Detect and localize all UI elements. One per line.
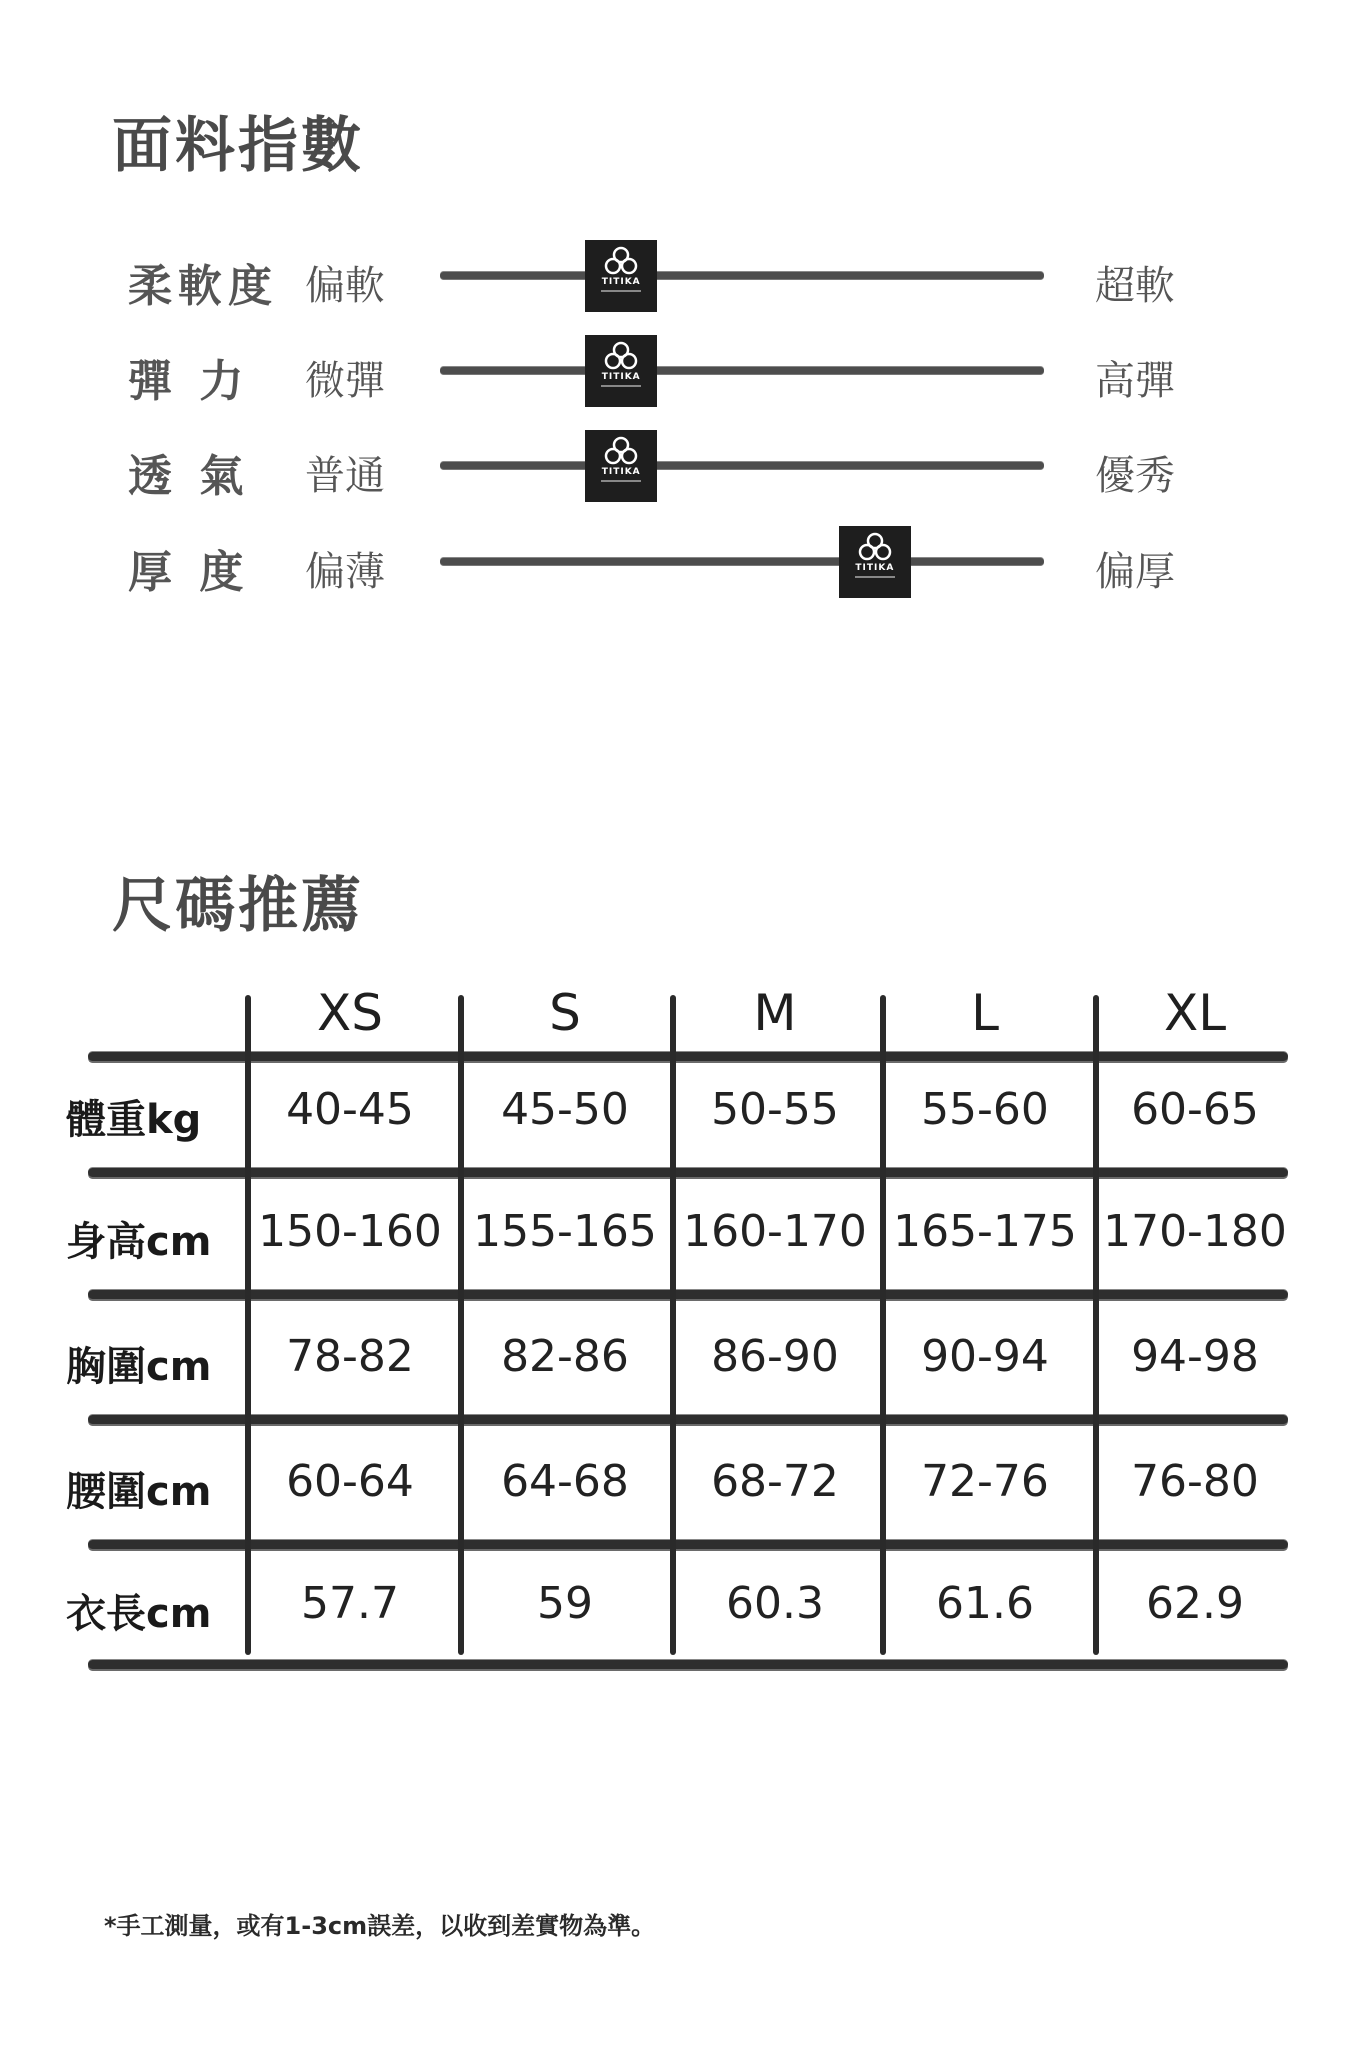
size-cell: 61.6 [936,1578,1034,1629]
trefoil-logo-icon [603,246,639,276]
fabric-scale-min-label: 微彈 [305,358,385,404]
size-column-header: L [971,984,999,1042]
table-row-divider [88,1168,1288,1177]
size-cell: 155-165 [473,1206,657,1257]
fabric-scale-min-label: 偏軟 [305,263,385,309]
fabric-level-marker [585,240,657,312]
size-column-header: XL [1163,984,1227,1042]
fabric-scale-max-label: 偏厚 [1095,549,1175,595]
measurement-footnote: *手工測量，或有1-3cm誤差，以收到差實物為準。 [104,1912,656,1940]
fabric-index-title: 面料指數 [112,111,364,181]
table-row-divider [88,1052,1288,1061]
fabric-scale-track [440,558,1044,573]
size-cell: 60.3 [726,1578,824,1629]
table-row-divider [88,1415,1288,1424]
brand-logo-text: TITIKA [601,277,641,287]
brand-logo-text: TITIKA [855,563,895,573]
fabric-row [0,230,1365,320]
size-cell: 68-72 [711,1456,839,1507]
brand-tagline-line [601,290,641,292]
brand-tagline-line [601,385,641,387]
size-row-label: 腰圍cm [66,1469,212,1515]
size-cell: 45-50 [501,1084,629,1135]
trefoil-logo-icon [603,436,639,466]
size-cell: 62.9 [1146,1578,1244,1629]
fabric-row [0,516,1365,606]
fabric-attribute-label: 彈 力 [128,356,250,407]
brand-tagline-line [601,480,641,482]
size-cell: 150-160 [258,1206,442,1257]
size-cell: 165-175 [893,1206,1077,1257]
size-cell: 72-76 [921,1456,1049,1507]
fabric-row [0,420,1365,510]
fabric-row [0,325,1365,415]
size-cell: 90-94 [921,1331,1049,1382]
fabric-scale-min-label: 普通 [305,453,385,499]
brand-tagline-line [855,576,895,578]
fabric-attribute-label: 透 氣 [128,451,250,502]
size-table [0,960,1365,1700]
fabric-scale-track [440,367,1044,382]
fabric-scale-track [440,462,1044,477]
size-cell: 40-45 [286,1084,414,1135]
table-row-divider [88,1290,1288,1299]
fabric-scale-max-label: 優秀 [1095,453,1175,499]
size-cell: 94-98 [1131,1331,1259,1382]
size-cell: 60-64 [286,1456,414,1507]
size-recommendation-title: 尺碼推薦 [112,871,364,941]
fabric-attribute-label: 柔軟度 [128,261,278,312]
size-cell: 60-65 [1131,1084,1259,1135]
table-column-divider [458,995,464,1655]
size-column-header: S [549,984,581,1042]
size-cell: 55-60 [921,1084,1049,1135]
size-cell: 50-55 [711,1084,839,1135]
fabric-level-marker [839,526,911,598]
fabric-level-marker [585,335,657,407]
size-cell: 59 [537,1578,593,1629]
size-cell: 57.7 [301,1578,399,1629]
size-cell: 82-86 [501,1331,629,1382]
fabric-scale-min-label: 偏薄 [305,549,385,595]
size-row-label: 衣長cm [66,1591,212,1637]
fabric-scale-max-label: 超軟 [1095,263,1175,309]
fabric-level-marker [585,430,657,502]
fabric-attribute-label: 厚 度 [128,547,250,598]
size-cell: 86-90 [711,1331,839,1382]
trefoil-logo-icon [603,341,639,371]
size-row-label: 胸圍cm [66,1344,212,1390]
brand-logo-text: TITIKA [601,467,641,477]
size-column-header: M [753,984,797,1042]
trefoil-logo-icon [857,532,893,562]
size-cell: 64-68 [501,1456,629,1507]
size-column-header: XS [317,984,383,1042]
size-cell: 160-170 [683,1206,867,1257]
size-cell: 76-80 [1131,1456,1259,1507]
brand-logo-text: TITIKA [601,372,641,382]
table-row-divider [88,1660,1288,1669]
size-cell: 170-180 [1103,1206,1287,1257]
size-row-label: 身高cm [66,1219,212,1265]
fabric-scale-track [440,272,1044,287]
size-cell: 78-82 [286,1331,414,1382]
size-row-label: 體重kg [66,1097,202,1143]
table-row-divider [88,1540,1288,1549]
fabric-scale-max-label: 高彈 [1095,358,1175,404]
